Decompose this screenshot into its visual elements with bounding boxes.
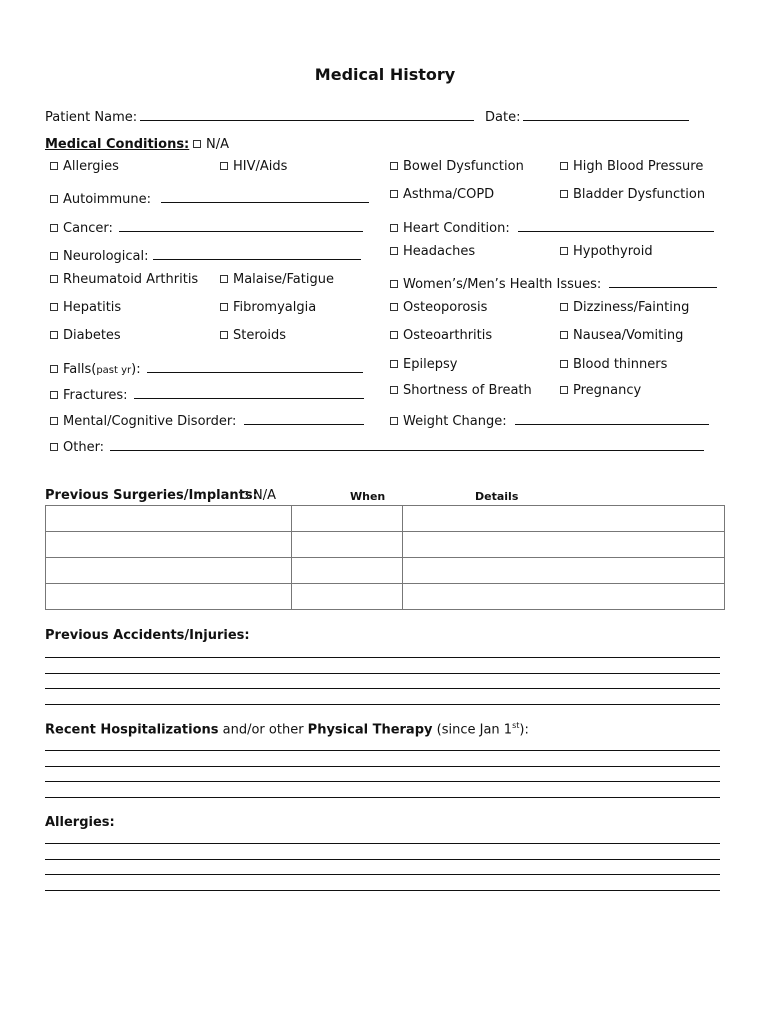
weight-change-field[interactable] [515, 410, 709, 425]
checkbox[interactable] [50, 303, 58, 311]
diabetes-label: Diabetes [63, 328, 121, 343]
womens-health-option[interactable] [390, 273, 717, 291]
hosp-text-4: (since Jan 1 [432, 722, 513, 738]
hosp-text-2: and/or other [218, 722, 308, 738]
hospitalizations-line[interactable] [45, 797, 720, 798]
allergies-line[interactable] [45, 859, 720, 860]
when-cell[interactable] [292, 532, 403, 558]
hiv-label: HIV/Aids [233, 159, 288, 174]
dizziness-option[interactable] [560, 301, 689, 314]
sob-label: Shortness of Breath [403, 383, 532, 398]
steroids-option[interactable] [220, 329, 286, 342]
bladder-label: Bladder Dysfunction [573, 187, 706, 202]
when-cell[interactable] [292, 506, 403, 532]
date-field[interactable] [523, 106, 689, 121]
table-row [46, 532, 725, 558]
when-cell[interactable] [292, 584, 403, 610]
checkbox[interactable] [240, 491, 248, 499]
checkbox[interactable] [390, 331, 398, 339]
other-label: Other: [63, 440, 105, 455]
when-cell[interactable] [292, 558, 403, 584]
details-cell[interactable] [403, 506, 725, 532]
accidents-heading: Previous Accidents/Injuries: [45, 628, 250, 643]
checkbox[interactable] [220, 331, 228, 339]
bladder-option[interactable] [560, 188, 705, 201]
hospitalizations-heading [45, 722, 529, 736]
other-option[interactable] [50, 436, 704, 454]
womens-health-field[interactable] [609, 273, 717, 288]
weight-change-label: Weight Change: [403, 414, 507, 429]
conditions-na-label: N/A [206, 137, 229, 152]
checkbox[interactable] [560, 190, 568, 198]
hbp-option[interactable] [560, 160, 703, 173]
falls-note: past yr [96, 365, 132, 376]
fractures-label: Fractures: [63, 388, 128, 403]
hospitalizations-line[interactable] [45, 750, 720, 751]
checkbox[interactable] [390, 280, 398, 288]
checkbox[interactable] [50, 162, 58, 170]
date-row [485, 106, 689, 124]
hosp-text-1: Recent Hospitalizations [45, 722, 219, 738]
fractures-option[interactable] [50, 384, 364, 402]
col-details-header: Details [475, 490, 519, 503]
details-cell[interactable] [403, 558, 725, 584]
checkbox[interactable] [390, 303, 398, 311]
checkbox[interactable] [560, 247, 568, 255]
hosp-text-5: ): [519, 722, 529, 738]
checkbox[interactable] [560, 303, 568, 311]
hosp-sup: st [512, 721, 520, 730]
hospitalizations-line[interactable] [45, 766, 720, 767]
autoimmune-field[interactable] [161, 188, 369, 203]
details-cell[interactable] [403, 532, 725, 558]
checkbox[interactable] [390, 190, 398, 198]
checkbox[interactable] [50, 331, 58, 339]
ra-option[interactable] [50, 273, 198, 286]
checkbox[interactable] [390, 247, 398, 255]
date-label: Date: [485, 110, 521, 125]
hypothyroid-label: Hypothyroid [573, 244, 653, 259]
osteoporosis-label: Osteoporosis [403, 300, 488, 315]
allergies-line[interactable] [45, 843, 720, 844]
mental-option[interactable] [50, 410, 364, 428]
fibro-option[interactable] [220, 301, 316, 314]
page-title: Medical History [314, 65, 456, 84]
osteoarthritis-label: Osteoarthritis [403, 328, 493, 343]
details-cell[interactable] [403, 584, 725, 610]
table-row [46, 506, 725, 532]
cancer-label: Cancer: [63, 221, 113, 236]
surgery-cell[interactable] [46, 506, 292, 532]
checkbox[interactable] [560, 386, 568, 394]
checkbox[interactable] [50, 391, 58, 399]
osteoporosis-option[interactable] [390, 301, 487, 314]
surgeries-table [45, 505, 725, 610]
accidents-line[interactable] [45, 673, 720, 674]
allergies-line[interactable] [45, 874, 720, 875]
surgeries-na-option[interactable] [240, 489, 276, 502]
mental-field[interactable] [244, 410, 364, 425]
dizziness-label: Dizziness/Fainting [573, 300, 690, 315]
asthma-label: Asthma/COPD [403, 187, 495, 202]
weight-change-option[interactable] [390, 410, 709, 428]
checkbox[interactable] [390, 224, 398, 232]
checkbox[interactable] [560, 331, 568, 339]
checkbox[interactable] [390, 417, 398, 425]
blood-thinners-label: Blood thinners [573, 357, 668, 372]
cancer-option[interactable] [50, 217, 363, 235]
checkbox[interactable] [50, 195, 58, 203]
heart-label: Heart Condition: [403, 221, 510, 236]
accidents-line[interactable] [45, 688, 720, 689]
nausea-option[interactable] [560, 329, 683, 342]
checkbox[interactable] [50, 224, 58, 232]
checkbox[interactable] [560, 162, 568, 170]
neuro-label: Neurological: [63, 249, 149, 264]
col-when-header: When [350, 490, 386, 503]
falls-field[interactable] [147, 358, 363, 373]
hepatitis-label: Hepatitis [63, 300, 122, 315]
mental-label: Mental/Cognitive Disorder: [63, 414, 237, 429]
medical-conditions-heading-row [45, 138, 189, 151]
checkbox[interactable] [220, 303, 228, 311]
headaches-option[interactable] [390, 245, 475, 258]
heart-option[interactable] [390, 217, 714, 235]
checkbox[interactable] [390, 386, 398, 394]
surgeries-heading: Previous Surgeries/Implants: [45, 488, 258, 503]
bowel-label: Bowel Dysfunction [403, 159, 524, 174]
pregnancy-option[interactable] [560, 384, 641, 397]
womens-health-label: Women’s/Men’s Health Issues: [403, 277, 602, 292]
heart-field[interactable] [518, 217, 714, 232]
ra-label: Rheumatoid Arthritis [63, 272, 199, 287]
epilepsy-label: Epilepsy [403, 357, 458, 372]
hepatitis-option[interactable] [50, 301, 121, 314]
fibro-label: Fibromyalgia [233, 300, 317, 315]
hiv-option[interactable] [220, 160, 287, 173]
falls-label: Falls( [63, 362, 97, 377]
hosp-text-3: Physical Therapy [307, 722, 433, 738]
patient-name-field[interactable] [140, 106, 474, 121]
diabetes-option[interactable] [50, 329, 121, 342]
epilepsy-option[interactable] [390, 358, 457, 371]
sob-option[interactable] [390, 384, 532, 397]
blood-thinners-option[interactable] [560, 358, 667, 371]
checkbox[interactable] [220, 162, 228, 170]
allergies-line[interactable] [45, 890, 720, 891]
allergies-option[interactable] [50, 160, 119, 173]
osteoarthritis-option[interactable] [390, 329, 492, 342]
surgeries-na-label: N/A [253, 488, 276, 503]
surgery-cell[interactable] [46, 532, 292, 558]
surgery-cell[interactable] [46, 584, 292, 610]
autoimmune-label: Autoimmune: [63, 192, 151, 207]
checkbox[interactable] [560, 360, 568, 368]
allergies-heading: Allergies: [45, 815, 115, 830]
checkbox[interactable] [390, 162, 398, 170]
checkbox[interactable] [50, 443, 58, 451]
patient-name-row [45, 106, 474, 124]
nausea-label: Nausea/Vomiting [573, 328, 684, 343]
checkbox[interactable] [50, 252, 58, 260]
malaise-option[interactable] [220, 273, 334, 286]
medical-conditions-heading: Medical Conditions: [45, 137, 190, 152]
checkbox[interactable] [390, 360, 398, 368]
fractures-field[interactable] [134, 384, 364, 399]
asthma-option[interactable] [390, 188, 494, 201]
other-field[interactable] [110, 436, 704, 451]
accidents-line[interactable] [45, 704, 720, 705]
autoimmune-option[interactable] [50, 188, 369, 206]
surgery-cell[interactable] [46, 558, 292, 584]
cancer-field[interactable] [119, 217, 363, 232]
conditions-na-option[interactable] [193, 138, 229, 151]
checkbox[interactable] [50, 365, 58, 373]
neuro-option[interactable] [50, 245, 361, 263]
checkbox[interactable] [220, 275, 228, 283]
patient-name-label: Patient Name: [45, 110, 138, 125]
accidents-line[interactable] [45, 657, 720, 658]
malaise-label: Malaise/Fatigue [233, 272, 334, 287]
checkbox[interactable] [50, 275, 58, 283]
allergies-label: Allergies [63, 159, 119, 174]
neuro-field[interactable] [153, 245, 361, 260]
hospitalizations-line[interactable] [45, 781, 720, 782]
hypothyroid-option[interactable] [560, 245, 653, 258]
hbp-label: High Blood Pressure [573, 159, 704, 174]
falls-label-end: ): [131, 362, 141, 377]
checkbox[interactable] [50, 417, 58, 425]
steroids-label: Steroids [233, 328, 286, 343]
checkbox[interactable] [193, 140, 201, 148]
pregnancy-label: Pregnancy [573, 383, 642, 398]
headaches-label: Headaches [403, 244, 476, 259]
table-row [46, 584, 725, 610]
table-row [46, 558, 725, 584]
bowel-option[interactable] [390, 160, 524, 173]
falls-option[interactable] [50, 358, 363, 376]
